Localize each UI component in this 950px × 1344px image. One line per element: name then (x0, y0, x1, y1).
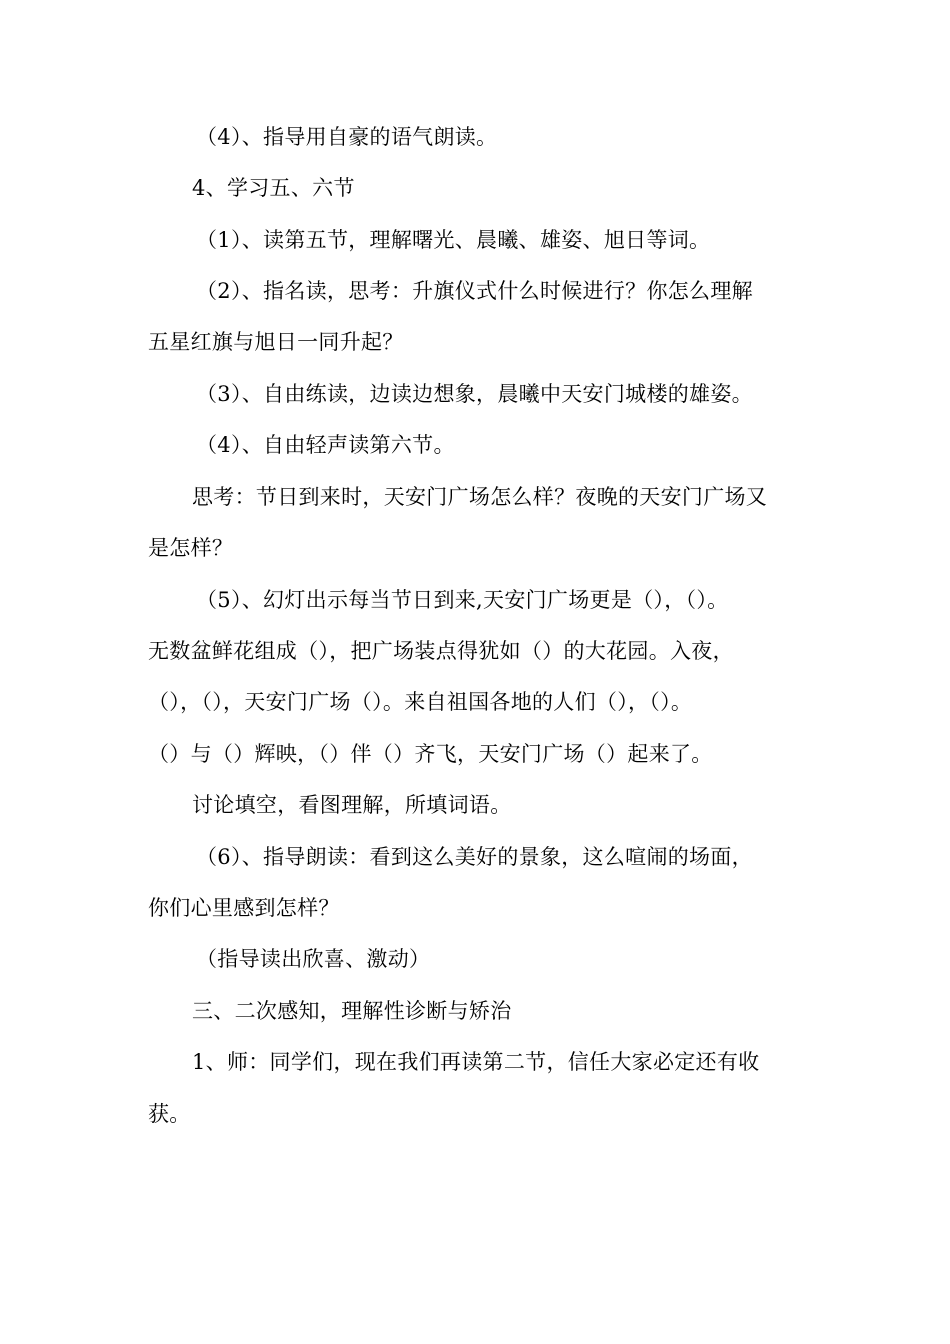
paragraph-line: （5）、幻灯出示每当节日到来,天安门广场更是（），（）。 (196, 588, 729, 612)
paragraph-line: 1、师：同学们，现在我们再读第二节，信任大家必定还有收 (192, 1050, 760, 1074)
section-heading: 三、二次感知，理解性诊断与矫治 (192, 999, 512, 1023)
paragraph-line: （4）、自由轻声读第六节。 (196, 433, 455, 457)
paragraph-line: （6）、指导朗读：看到这么美好的景象，这么喧闹的场面， (196, 845, 753, 869)
paragraph-line: （1）、读第五节，理解曙光、晨曦、雄姿、旭日等词。 (196, 228, 711, 252)
paragraph-line: 思考：节日到来时，天安门广场怎么样？夜晚的天安门广场又 (192, 485, 768, 509)
paragraph-line: 你们心里感到怎样？ (148, 896, 340, 920)
section-heading: 4、学习五、六节 (192, 176, 355, 200)
paragraph-line: （2）、指名读，思考：升旗仪式什么时候进行？你怎么理解 (196, 279, 753, 303)
paragraph-line: 无数盆鲜花组成（），把广场装点得犹如（）的大花园。入夜， (148, 639, 734, 663)
paragraph-line: 是怎样？ (148, 536, 234, 560)
paragraph-line: 获。 (148, 1102, 191, 1126)
paragraph-line: （4）、指导用自豪的语气朗读。 (196, 125, 498, 149)
paragraph-line: 五星红旗与旭日一同升起？ (148, 330, 404, 354)
paragraph-line: （），（），天安门广场（）。来自祖国各地的人们（），（）。 (148, 690, 693, 714)
paragraph-line: （指导读出欣喜、激动） (196, 947, 431, 971)
paragraph-line: （3）、自由练读，边读边想象，晨曦中天安门城楼的雄姿。 (196, 382, 753, 406)
paragraph-line: （）与（）辉映，（）伴（）齐飞，天安门广场（）起来了。 (148, 742, 713, 766)
paragraph-line: 讨论填空，看图理解，所填词语。 (192, 793, 512, 817)
